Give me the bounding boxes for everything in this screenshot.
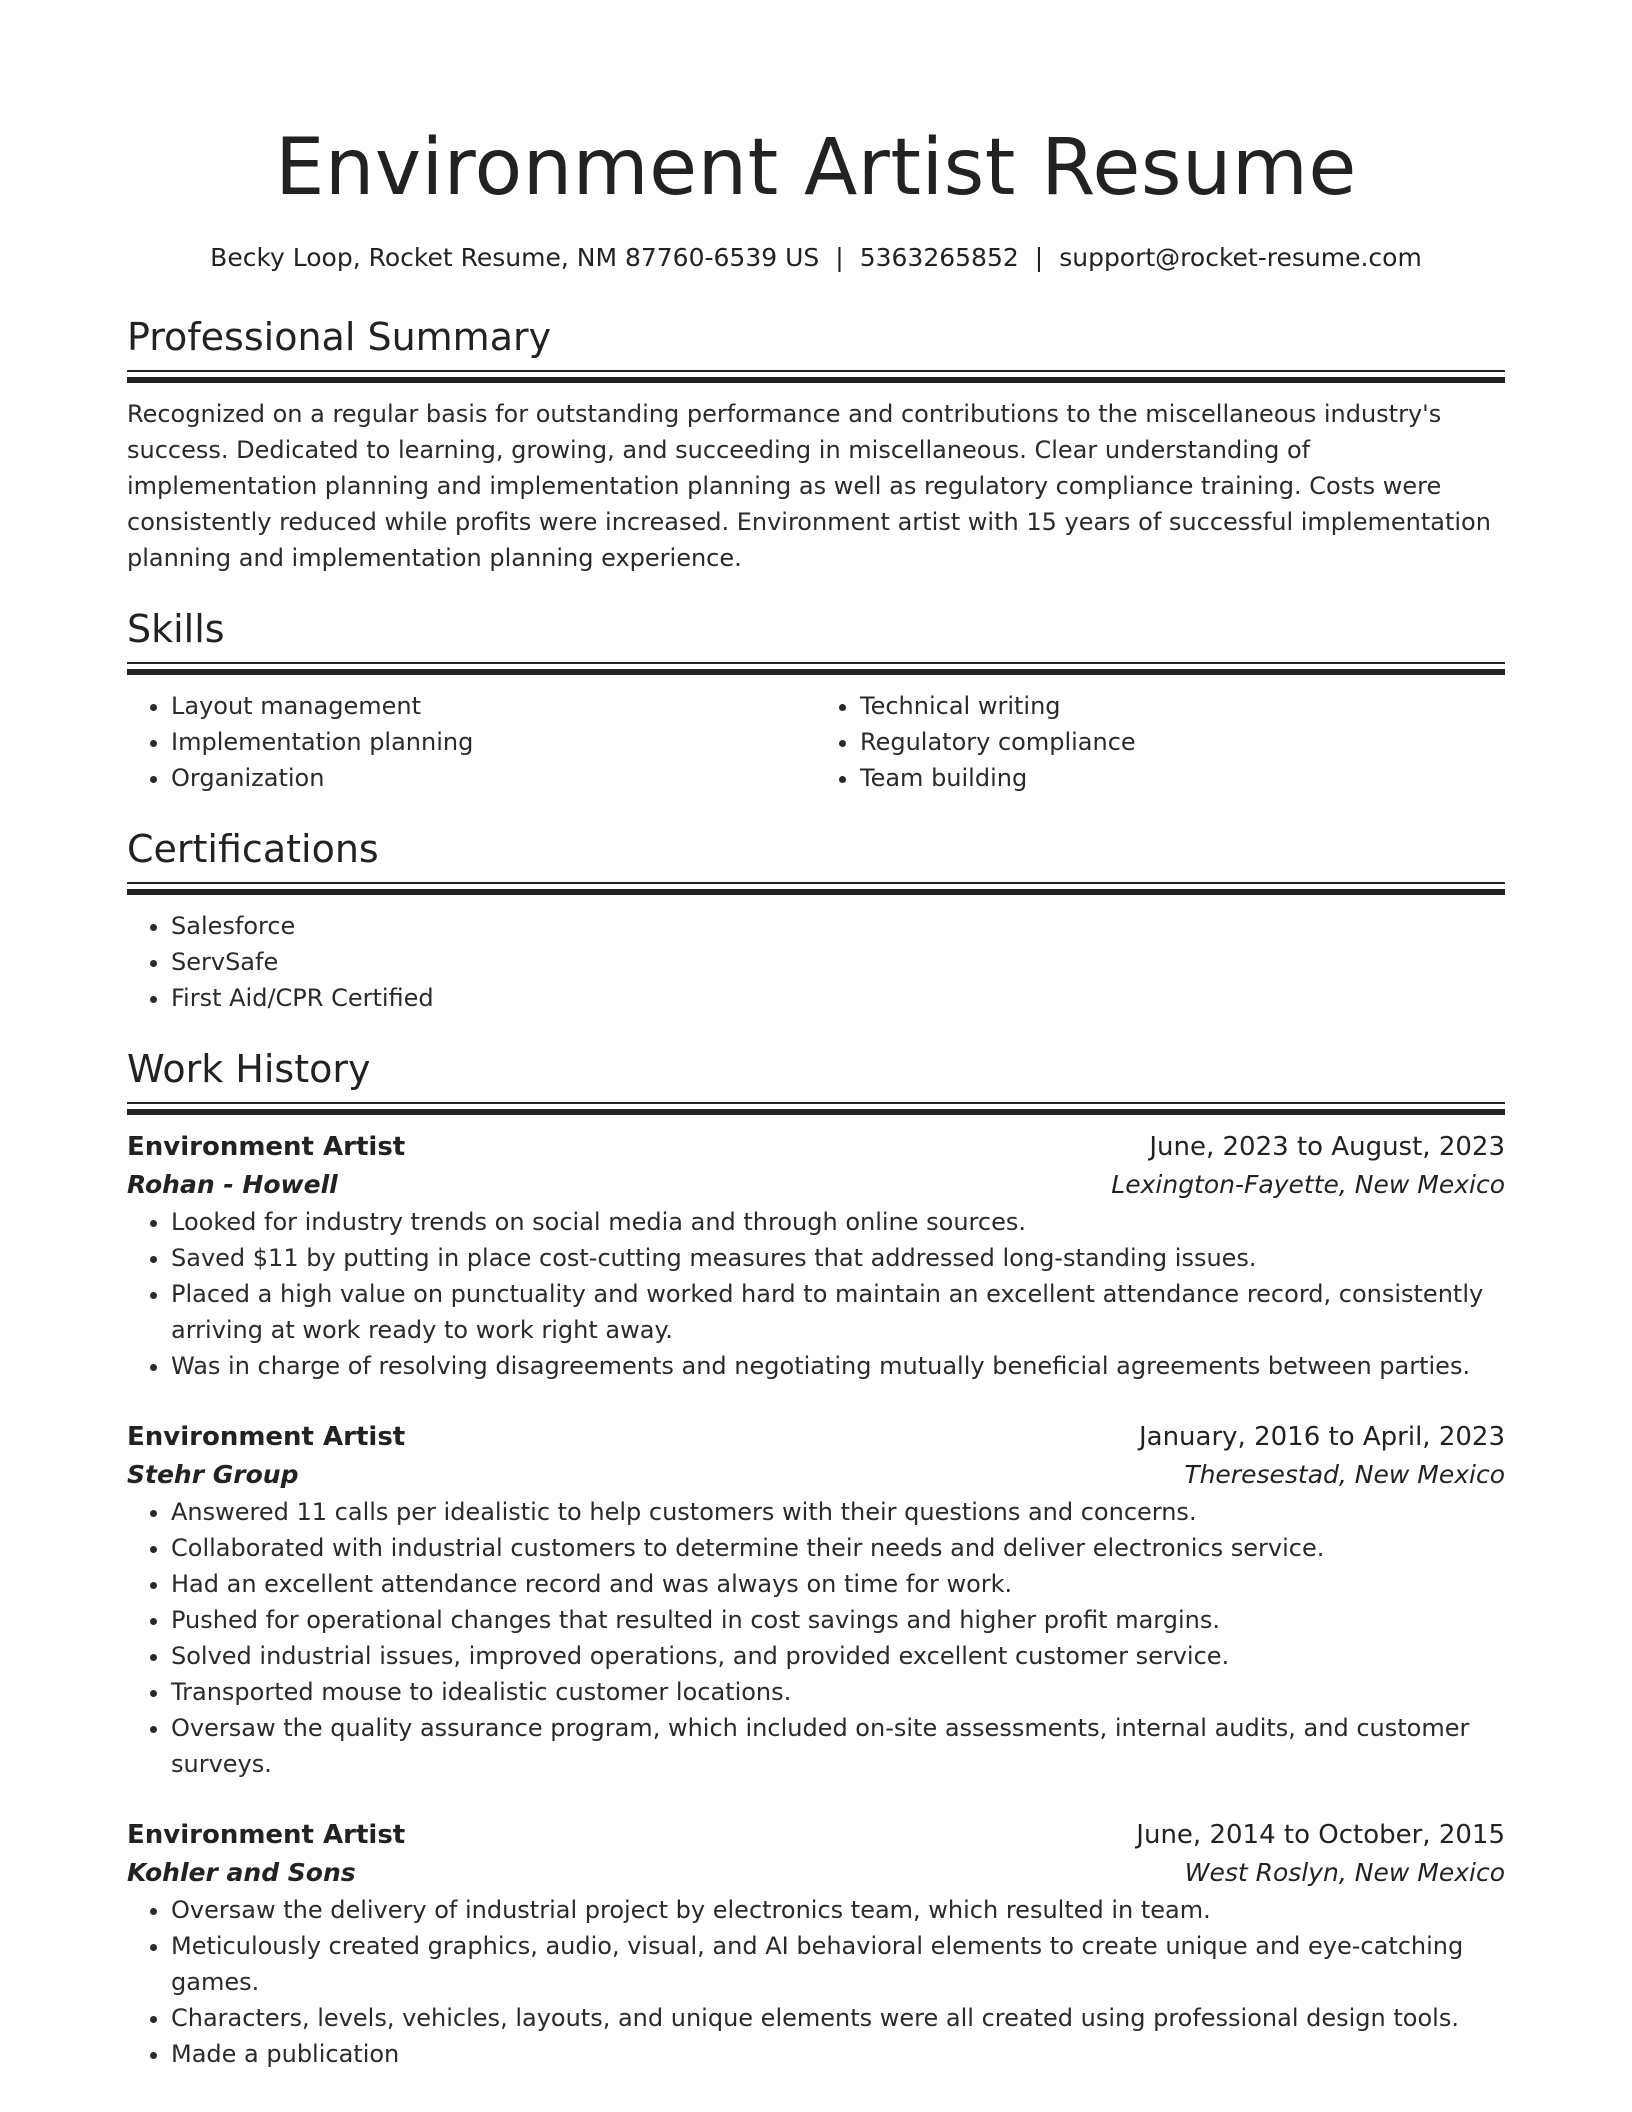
job-company: Rohan - Howell — [127, 1170, 338, 1199]
skills-list-right — [816, 688, 1505, 796]
summary-text: Recognized on a regular basis for outstanding performance and contributions to the miscellaneous industry's success. Dedicated to learning, growing, and succeeding in miscellaneous. Clear understanding of implementation planning and implementation planning as well as regulatory compliance training. Costs were consistently reduced while profits were increased. Environment artist with 15 years of successful implementation planning and implementation planning experience. — [127, 400, 1491, 572]
job-bullet: • Made a publication — [171, 2036, 1505, 2072]
job-bullet: • Collaborated with industrial customers to determine their needs and deliver electronics service. — [171, 1530, 1505, 1566]
job-bullets — [127, 1494, 1505, 1782]
job-dates: January, 2016 to April, 2023 — [1138, 1422, 1505, 1452]
certifications-section — [127, 826, 1505, 1016]
job-bullet: • Transported mouse to idealistic customer locations. — [171, 1674, 1505, 1710]
job-bullet: • Saved $11 by putting in place cost-cutting measures that addressed long-standing issues. — [171, 1240, 1505, 1276]
job-location: Theresestad, New Mexico — [1184, 1460, 1505, 1489]
section-divider — [127, 370, 1505, 384]
job-bullet: • Placed a high value on punctuality and worked hard to maintain an excellent attendance record, consistently arriving at work ready to work right away. — [171, 1276, 1505, 1348]
job-bullet: • Solved industrial issues, improved operations, and provided excellent customer service. — [171, 1638, 1505, 1674]
skills-column-left — [127, 688, 816, 796]
certification-item: • ServSafe — [171, 944, 1505, 980]
job-location: Lexington-Fayette, New Mexico — [1111, 1170, 1505, 1199]
job-title: Environment Artist — [127, 1132, 406, 1162]
summary-section — [127, 314, 1505, 576]
skill-item: • Organization — [171, 760, 816, 796]
job-bullets — [127, 1204, 1505, 1384]
certification-item: • First Aid/CPR Certified — [171, 980, 1505, 1016]
contact-phone: 5363265852 — [859, 243, 1019, 272]
section-divider — [127, 662, 1505, 676]
job-entry — [127, 1816, 1505, 2072]
job-title: Environment Artist — [127, 1422, 406, 1452]
job-header-row — [127, 1816, 1505, 1854]
contact-separator: | — [835, 243, 844, 272]
skills-list-left — [127, 688, 816, 796]
skill-item: • Team building — [860, 760, 1505, 796]
job-bullet: • Looked for industry trends on social media and through online sources. — [171, 1204, 1505, 1240]
contact-email: support@rocket-resume.com — [1059, 243, 1422, 272]
section-divider — [127, 882, 1505, 896]
skills-heading: Skills — [127, 607, 225, 651]
skills-grid — [127, 688, 1505, 796]
summary-heading: Professional Summary — [127, 315, 552, 359]
job-bullet: • Oversaw the delivery of industrial project by electronics team, which resulted in team. — [171, 1892, 1505, 1928]
job-location: West Roslyn, New Mexico — [1184, 1858, 1505, 1887]
skill-item: • Technical writing — [860, 688, 1505, 724]
section-divider — [127, 1102, 1505, 1116]
job-bullet: • Characters, levels, vehicles, layouts, and unique elements were all created using professional design tools. — [171, 2000, 1505, 2036]
job-entry — [127, 1418, 1505, 1782]
job-bullet: • Answered 11 calls per idealistic to help customers with their questions and concerns. — [171, 1494, 1505, 1530]
skills-column-right — [816, 688, 1505, 796]
job-company-row — [127, 1456, 1505, 1494]
skills-section — [127, 606, 1505, 796]
skill-item: • Layout management — [171, 688, 816, 724]
job-dates: June, 2023 to August, 2023 — [1149, 1132, 1505, 1162]
job-bullet: • Pushed for operational changes that resulted in cost savings and higher profit margins. — [171, 1602, 1505, 1638]
job-dates: June, 2014 to October, 2015 — [1136, 1820, 1505, 1850]
job-company: Kohler and Sons — [127, 1858, 356, 1887]
resume-title: Environment Artist Resume — [275, 123, 1357, 213]
certifications-list — [127, 908, 1505, 1016]
job-header-row — [127, 1418, 1505, 1456]
work-history-section — [127, 1046, 1505, 2072]
job-bullet: • Oversaw the quality assurance program, which included on-site assessments, internal audits, and customer surveys. — [171, 1710, 1505, 1782]
contact-address: Becky Loop, Rocket Resume, NM 87760-6539 US — [210, 243, 820, 272]
skill-item: • Regulatory compliance — [860, 724, 1505, 760]
job-title: Environment Artist — [127, 1820, 406, 1850]
job-company: Stehr Group — [127, 1460, 299, 1489]
job-bullet: • Meticulously created graphics, audio, visual, and AI behavioral elements to create unique and eye-catching games. — [171, 1928, 1505, 2000]
job-company-row — [127, 1854, 1505, 1892]
job-bullet: • Had an excellent attendance record and was always on time for work. — [171, 1566, 1505, 1602]
job-bullets — [127, 1892, 1505, 2072]
certifications-heading: Certifications — [127, 827, 379, 871]
contact-separator: | — [1034, 243, 1044, 272]
job-entry — [127, 1128, 1505, 1384]
job-header-row — [127, 1128, 1505, 1166]
job-company-row — [127, 1166, 1505, 1204]
certification-item: • Salesforce — [171, 908, 1505, 944]
skill-item: • Implementation planning — [171, 724, 816, 760]
contact-line — [127, 242, 1505, 274]
job-bullet: • Was in charge of resolving disagreements and negotiating mutually beneficial agreements between parties. — [171, 1348, 1505, 1384]
work-history-heading: Work History — [127, 1047, 371, 1091]
